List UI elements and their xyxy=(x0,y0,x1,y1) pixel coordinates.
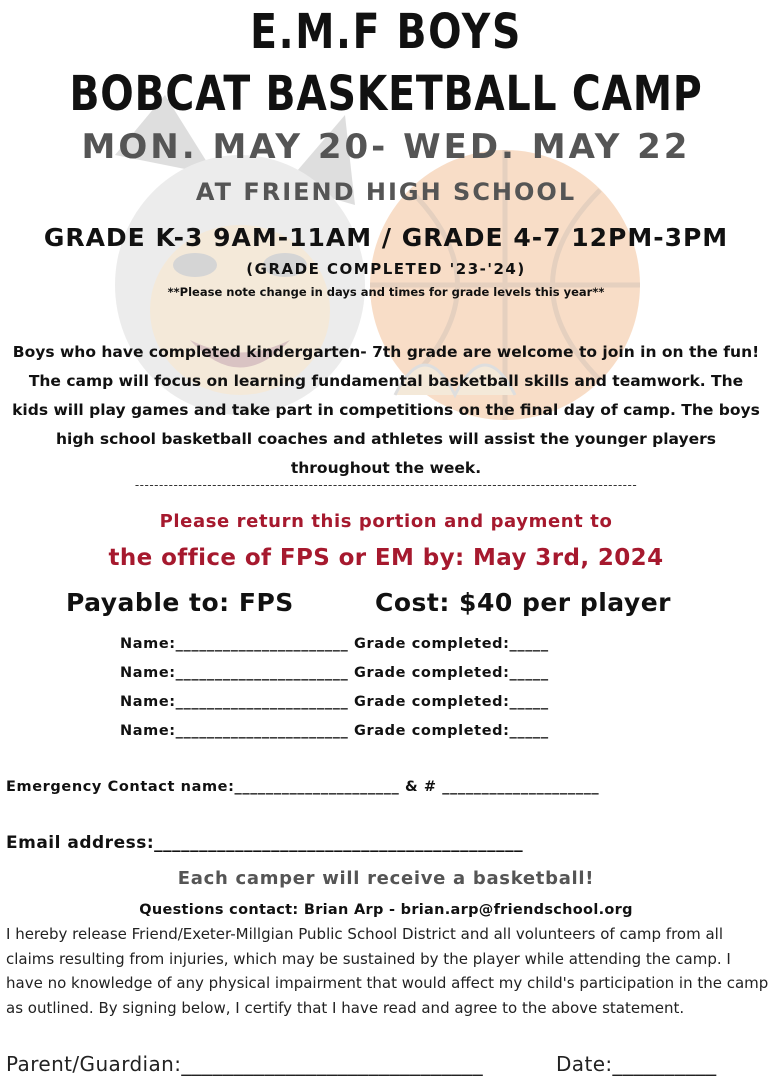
intro-paragraph: Boys who have completed kindergarten- 7th grade are welcome to join in on the fun! The camp will focus on learning fundamental basketball skills and teamwork. The kids will play games and take part in competitions on the final day of camp. The boys high school basketball coaches and athletes will assist the younger players throughout the week. xyxy=(12,343,760,477)
parent-guardian-signature-field[interactable]: Parent/Guardian:_____________________________ xyxy=(6,1052,483,1076)
camp-title-line2: BOBCAT BASKETBALL CAMP xyxy=(69,66,703,122)
questions-contact: Questions contact: Brian Arp - brian.arp@friendschool.org xyxy=(139,902,633,918)
camper-name-row[interactable]: Name:______________________ Grade completed:_____ xyxy=(120,665,549,681)
return-instructions-line1: Please return this portion and payment to xyxy=(159,511,613,532)
camp-dates: MON. MAY 20- WED. MAY 22 xyxy=(81,127,691,167)
cut-line-divider: -------------------------------------------------------------------------------------------------------- xyxy=(134,478,638,492)
basketball-gift-note: Each camper will receive a basketball! xyxy=(177,868,595,889)
release-statement: I hereby release Friend/Exeter-Millgian Public School District and all volunteers of camp from all claims resulting from injuries, which may be sustained by the player while attending the camp. I have no knowledge of any physical impairment that would affect my child's participation in the camp as outlined. By signing below, I certify that I have read and agree to the above statement. xyxy=(6,925,769,1017)
email-address-field[interactable]: Email address:_________________________________________ xyxy=(6,833,524,853)
camp-location: AT FRIEND HIGH SCHOOL xyxy=(195,178,577,206)
camper-name-row[interactable]: Name:______________________ Grade completed:_____ xyxy=(120,723,549,739)
grade-completed-note: (GRADE COMPLETED '23-'24) xyxy=(246,260,526,278)
camper-name-row[interactable]: Name:______________________ Grade completed:_____ xyxy=(120,636,549,652)
payable-to: Payable to: FPS xyxy=(66,588,294,617)
camper-name-row[interactable]: Name:______________________ Grade completed:_____ xyxy=(120,694,549,710)
camp-title-line1: E.M.F BOYS xyxy=(250,4,522,60)
camp-cost: Cost: $40 per player xyxy=(375,588,671,617)
grade-schedule: GRADE K-3 9AM-11AM / GRADE 4-7 12PM-3PM xyxy=(43,223,729,252)
emergency-contact-field[interactable]: Emergency Contact name:_____________________ & # ____________________ xyxy=(6,779,600,795)
return-instructions-line2: the office of FPS or EM by: May 3rd, 2024 xyxy=(108,545,664,571)
schedule-change-note: **Please note change in days and times for grade levels this year** xyxy=(167,285,605,299)
signature-date-field[interactable]: Date:__________ xyxy=(556,1052,717,1076)
